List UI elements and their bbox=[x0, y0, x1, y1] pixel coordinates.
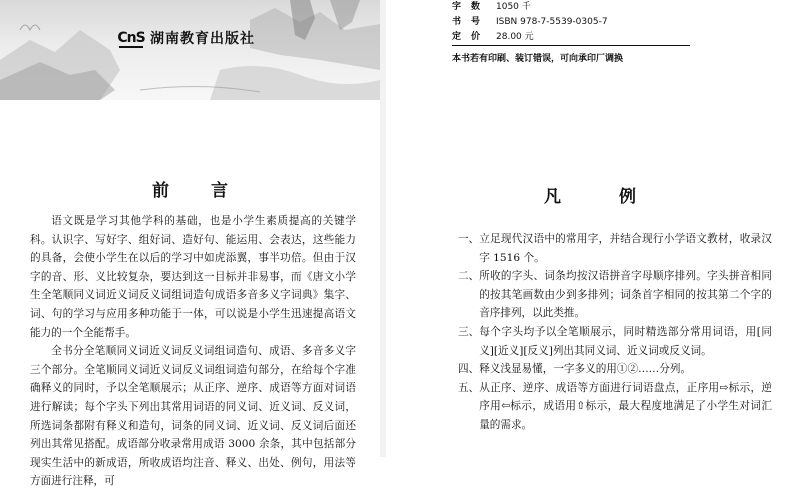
preface-title: 前 言 bbox=[152, 181, 246, 201]
copyright-value: 28.00 元 bbox=[496, 32, 534, 42]
copyright-row bbox=[452, 30, 732, 45]
item-number: 一、 bbox=[458, 233, 480, 245]
conventions-item bbox=[458, 379, 772, 435]
copyright-divider bbox=[452, 45, 690, 46]
copyright-value: 1050 千 bbox=[496, 2, 531, 12]
copyright-row bbox=[452, 15, 732, 30]
preface-body bbox=[30, 212, 356, 491]
item-text: 所收的字头、词条均按汉语拼音字母顺序排列。字头拼音相同的按其笔画数由少到多排列；词条首字相同的按其第二个字的音序排列，以此类推。 bbox=[479, 270, 772, 320]
item-number: 五、 bbox=[458, 381, 480, 394]
header-banner bbox=[0, 0, 380, 100]
conventions-item bbox=[458, 323, 772, 360]
landscape-illustration bbox=[0, 0, 380, 100]
preface-paragraph: 全书分全笔顺同义词近义词反义词组词造句、成语、多音多义字三个部分。全笔顺同义词近义词反义词组词造句部分，在给每个字准确释义的同时，予以全笔顺展示；从正序、逆序、成语等方面对词语进行解读；每个字头下列出其常用词语的同义词、近义词、反义词，所选词条都附有释义和造句，词条的同义词、近义词、反义词后面还列出其常见搭配。成语部分收录常用成语 3000 余条，其中包括部分现实生活中的新成语，所收成语均注音、释义、出处、例句，用法等方面进行注释，可 bbox=[30, 345, 356, 488]
copyright-value: ISBN 978-7-5539-0305-7 bbox=[496, 17, 608, 27]
item-number: 二、 bbox=[458, 270, 480, 283]
item-text: 从正序、逆序、成语等方面进行词语盘点，正序用⇨标示，逆序用⇦标示，成语用⇧标示，最大程度地满足了小学生对词汇量的需求。 bbox=[479, 381, 772, 431]
logo-icon: CnS bbox=[117, 30, 145, 46]
copyright-info bbox=[452, 0, 732, 45]
conventions-title: 凡 例 bbox=[544, 187, 662, 207]
item-text: 释义浅显易懂，一字多义的用①②……分列。 bbox=[479, 363, 692, 376]
conventions-item bbox=[458, 360, 772, 379]
conventions-item bbox=[458, 267, 772, 323]
copyright-label: 定价 bbox=[452, 32, 491, 42]
copyright-label: 书号 bbox=[452, 17, 491, 27]
conventions-item bbox=[458, 230, 772, 267]
copyright-notice: 本书若有印刷、装订错误，可向承印厂调换 bbox=[452, 54, 624, 64]
item-number: 四、 bbox=[458, 363, 480, 376]
publisher-name: 湖南教育出版社 bbox=[150, 31, 255, 47]
item-number: 三、 bbox=[458, 325, 480, 338]
right-page bbox=[386, 0, 794, 457]
copyright-label: 字数 bbox=[452, 2, 491, 12]
item-text: 立足现代汉语中的常用字，并结合现行小学语文教材，收录汉字 1516 个。 bbox=[479, 233, 772, 264]
publisher-logo bbox=[118, 28, 255, 48]
item-text: 每个字头均予以全笔顺展示，同时精选部分常用词语，用[同义][近义][反义]列出其同义词、近义词或反义词。 bbox=[479, 325, 772, 357]
preface-paragraph: 语文既是学习其他学科的基础，也是小学生素质提高的关键学科。认识字、写好字、组好词、造好句、能运用、会表达，这些能力的具备，会使小学生在以后的学习中如虎添翼，事半功倍。但由于汉字的音、形、义比较复杂，要达到这一目标并非易事，而《唐文小学生全笔顺同义词近义词反义词组词造句成语多音多义字词典》集字、词、句的学习与应用多种功能于一体，可以说是小学生迅速提高语文能力的一个全能帮手。 bbox=[30, 215, 356, 339]
left-page bbox=[0, 0, 380, 488]
conventions-list bbox=[458, 230, 772, 435]
copyright-row bbox=[452, 0, 732, 15]
